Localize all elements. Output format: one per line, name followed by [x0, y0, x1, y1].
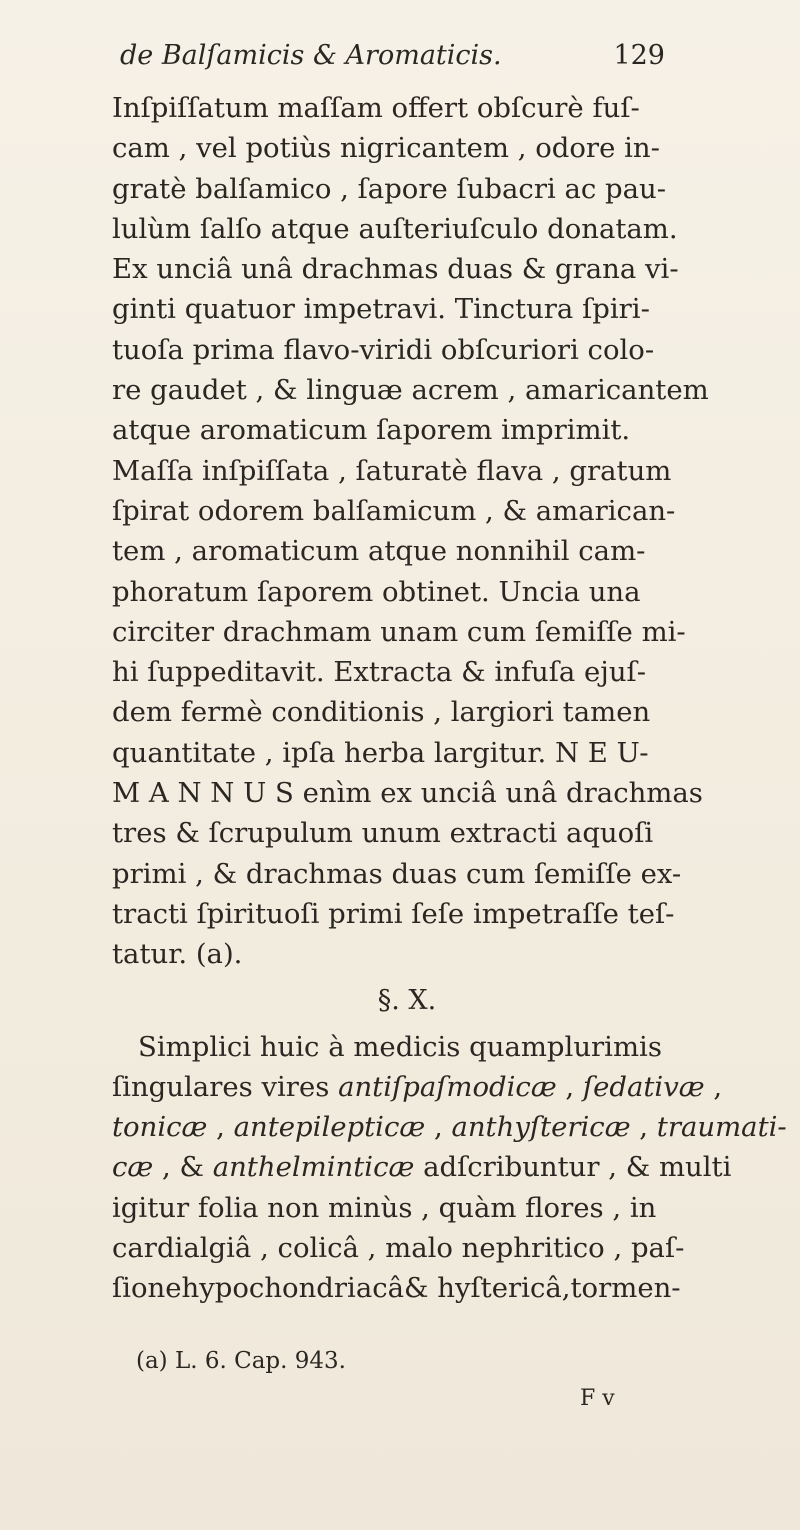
text-span: ,: [630, 1111, 657, 1144]
text-line: igitur folia non minùs , quàm flores , in: [112, 1191, 657, 1224]
main-text: [112, 88, 787, 1309]
page-number: 129: [613, 40, 665, 71]
italic-term: ſedativæ: [582, 1070, 705, 1103]
text-span: ſingulares vires: [112, 1070, 339, 1103]
running-title: de Balſamicis & Aromaticis.: [120, 40, 502, 71]
text-line: ginti quatuor impetravi. Tinctura ſpiri-: [112, 293, 650, 326]
text-line: Maſſa inſpiſſata , ſaturatè flava , gratum: [112, 454, 672, 487]
signature-mark: F v: [580, 1386, 615, 1411]
italic-term: anthyſtericæ: [451, 1111, 631, 1144]
text-line: tatur. (a).: [112, 938, 243, 971]
text-span: , &: [153, 1151, 213, 1184]
text-line: hi ſuppeditavit. Extracta & infuſa ejuſ-: [112, 656, 647, 689]
italic-term: cæ: [112, 1151, 154, 1184]
text-span: ,: [704, 1070, 723, 1103]
text-line: ſionehypochondriacâ& hyſtericâ,tormen-: [112, 1272, 681, 1305]
text-line: dem fermè conditionis , largiori tamen: [112, 696, 651, 729]
italic-term: tonicæ: [112, 1111, 208, 1144]
text-line: lulùm ſalſo atque auſteriuſculo donatam.: [112, 212, 678, 245]
running-header: [120, 40, 665, 90]
text-line: [112, 1067, 723, 1107]
text-line: cam , vel potiùs nigricantem , odore in-: [112, 132, 660, 165]
text-span: ,: [556, 1070, 583, 1103]
italic-term: antepilepticæ: [233, 1111, 426, 1144]
text-line: atque aromaticum ſaporem imprimit.: [112, 414, 631, 447]
footnote: (a) L. 6. Cap. 943.: [136, 1348, 346, 1374]
italic-term: anthelminticæ: [212, 1151, 415, 1184]
text-span: adſcribuntur , & multi: [414, 1151, 732, 1184]
text-line: phoratum ſaporem obtinet. Uncia una: [112, 575, 641, 608]
text-line: M A N N U S enìm ex unciâ unâ drachmas: [112, 777, 703, 810]
italic-term: traumati-: [656, 1111, 787, 1144]
text-span: ,: [425, 1111, 452, 1144]
text-line: tem , aromaticum atque nonnihil cam-: [112, 535, 646, 568]
text-line: quantitate , ipſa herba largitur. N E U-: [112, 736, 649, 769]
text-line: [112, 1107, 787, 1147]
text-line: tres & ſcrupulum unum extracti aquoſi: [112, 817, 654, 850]
section-heading: §. X.: [377, 984, 437, 1016]
italic-term: antiſpaſmodicæ: [338, 1070, 557, 1103]
text-line: Ex unciâ unâ drachmas duas & grana vi-: [112, 253, 679, 286]
text-line: Simplici huic à medicis quamplurimis: [138, 1030, 662, 1063]
text-line: Inſpiſſatum maſſam offert obſcurè fuſ-: [112, 92, 640, 124]
text-line: re gaudet , & linguæ acrem , amaricantem: [112, 374, 709, 407]
text-line: tuoſa prima flavo-viridi obſcuriori colo-: [112, 333, 655, 366]
text-line: circiter drachmam unam cum ſemiſſe mi-: [112, 615, 686, 648]
text-line: tracti ſpirituoſi primi ſeſe impetraſſe teſ-: [112, 897, 675, 930]
text-line: ſpirat odorem balſamicum , & amarican-: [112, 494, 676, 527]
text-line: gratè balſamico , ſapore ſubacri ac pau-: [112, 172, 667, 205]
text-line: cardialgiâ , colicâ , malo nephritico , paſ-: [112, 1232, 685, 1265]
text-line: [112, 1147, 732, 1187]
text-line: primi , & drachmas duas cum ſemiſſe ex-: [112, 857, 682, 890]
text-span: ,: [207, 1111, 234, 1144]
